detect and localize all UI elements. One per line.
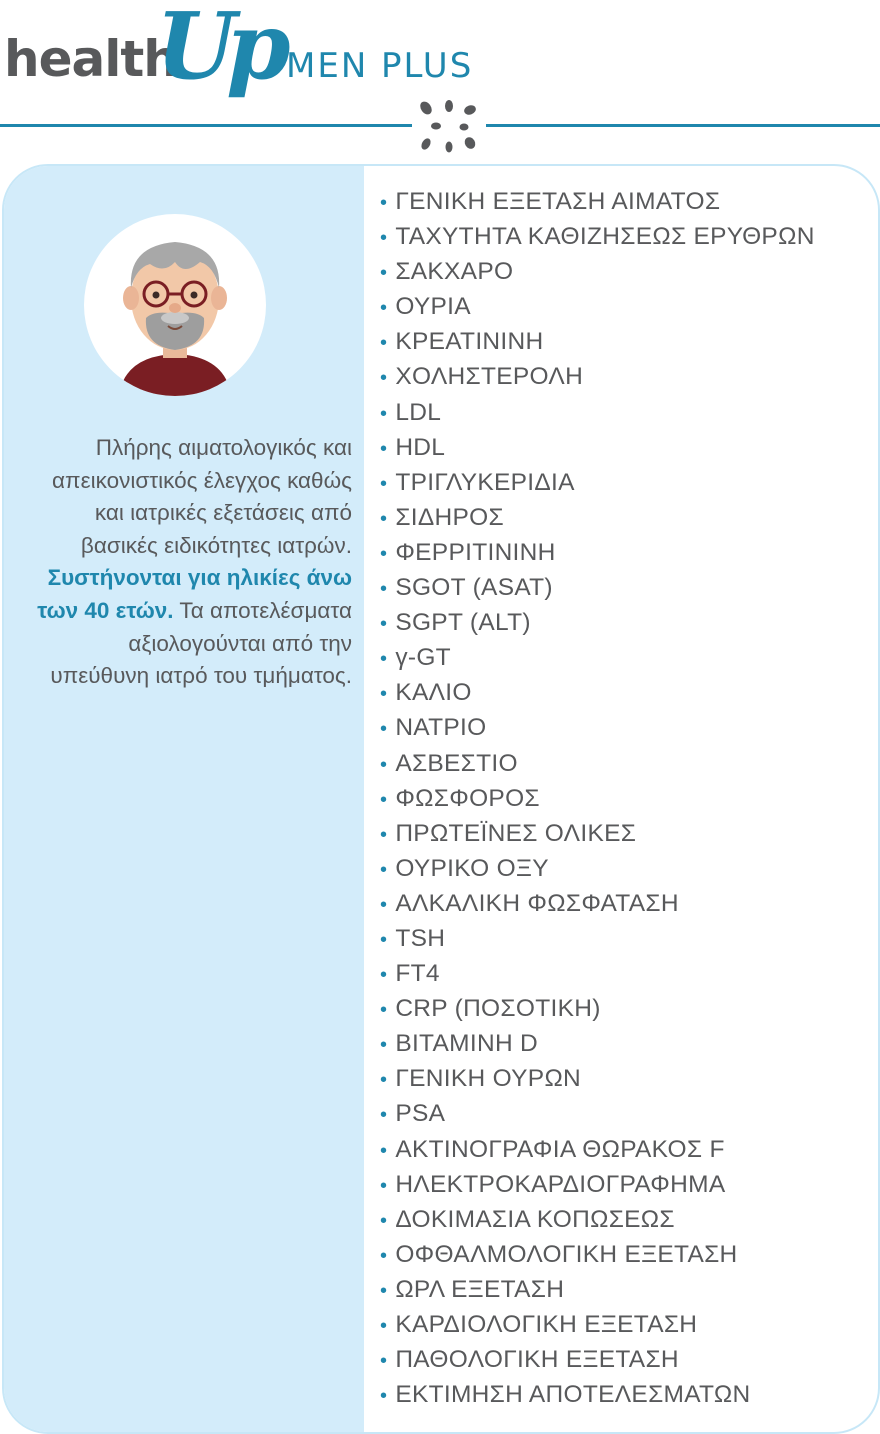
- exam-label: ΗΛΕΚΤΡΟΚΑΡΔΙΟΓΡΑΦΗΜΑ: [395, 1170, 726, 1198]
- bullet-dot-icon: •: [380, 1350, 388, 1373]
- exam-list-item: [380, 465, 874, 500]
- exam-label: SGOT (ASAT): [395, 574, 553, 602]
- bullet-dot-icon: •: [380, 507, 388, 530]
- exam-label: TSH: [395, 924, 446, 952]
- sparkle-ornament-icon: [412, 98, 486, 156]
- bullet-dot-icon: •: [380, 683, 388, 706]
- exam-list-item: [380, 1377, 874, 1412]
- exam-label: CRP (ΠΟΣΟΤΙΚΗ): [395, 995, 601, 1023]
- exam-list-item: [380, 535, 874, 570]
- exam-label: LDL: [395, 398, 442, 426]
- brand-logo: [4, 0, 604, 110]
- exam-list-item: [380, 605, 874, 640]
- exam-label: ΣΙΔΗΡΟΣ: [395, 503, 504, 531]
- bullet-dot-icon: •: [380, 1034, 388, 1057]
- package-card: [2, 164, 880, 1434]
- exam-list: [380, 184, 874, 1412]
- exam-label: ΝΑΤΡΙΟ: [395, 714, 487, 742]
- exam-label: ΓΕΝΙΚΗ ΟΥΡΩΝ: [395, 1065, 582, 1093]
- exam-label: ΑΚΤΙΝΟΓΡΑΦΙΑ ΘΩΡΑΚΟΣ F: [395, 1135, 725, 1163]
- exam-list-item: [380, 1061, 874, 1096]
- exam-list-item: [380, 1202, 874, 1237]
- logo-up-text: Up: [156, 0, 281, 100]
- bullet-dot-icon: •: [380, 1315, 388, 1337]
- header-rule-left: [0, 124, 412, 127]
- bullet-dot-icon: •: [380, 1104, 388, 1127]
- exam-list-item: [380, 710, 874, 745]
- exam-list-item: [380, 851, 874, 886]
- exam-label: ΕΚΤΙΜΗΣΗ ΑΠΟΤΕΛΕΣΜΑΤΩΝ: [395, 1381, 751, 1409]
- bullet-dot-icon: •: [380, 542, 388, 565]
- exam-label: ΩΡΛ ΕΞΕΤΑΣΗ: [395, 1275, 565, 1303]
- bullet-dot-icon: •: [380, 858, 388, 881]
- exam-list-item: [380, 254, 874, 289]
- bullet-dot-icon: •: [380, 437, 388, 460]
- exam-label: ΑΣΒΕΣΤΙΟ: [395, 749, 518, 777]
- description-intro: Πλήρης αιματολογικός και απεικονιστικός έλεγχος καθώς και ιατρικές εξετάσεις από βασικές ειδικότητες ιατρών.: [52, 435, 352, 558]
- exam-list-item: [380, 991, 874, 1026]
- exam-list-item: [380, 675, 874, 710]
- bullet-dot-icon: •: [380, 367, 388, 390]
- exam-label: ΤΑΧΥΤΗΤΑ ΚΑΘΙΖΗΣΕΩΣ ΕΡΥΘΡΩΝ: [395, 223, 815, 251]
- exam-label: ΦΕΡΡΙΤΙΝΙΝΗ: [395, 538, 556, 566]
- exam-list-item: [380, 921, 874, 956]
- bullet-dot-icon: •: [380, 1069, 388, 1092]
- exam-list-item: [380, 1272, 874, 1307]
- bullet-dot-icon: •: [380, 402, 388, 425]
- exam-label: ΟΥΡΙΑ: [395, 293, 471, 321]
- bullet-dot-icon: •: [380, 788, 388, 811]
- exam-label: PSA: [395, 1100, 446, 1128]
- exam-list-item: [380, 184, 874, 219]
- description-outro: Τα αποτελέσματα αξιολογούνται από την υπεύθυνη ιατρό του τμήματος.: [50, 597, 352, 689]
- bullet-dot-icon: •: [380, 964, 388, 987]
- description-highlight: Συστήνονται για ηλικίες άνω των 40 ετών.: [37, 565, 352, 623]
- bullet-dot-icon: •: [380, 472, 388, 495]
- exam-list-item: [380, 430, 874, 465]
- bullet-dot-icon: •: [380, 297, 388, 320]
- exam-list-item: [380, 324, 874, 359]
- exam-label: ΚΑΡΔΙΟΛΟΓΙΚΗ ΕΞΕΤΑΣΗ: [395, 1311, 698, 1338]
- bullet-dot-icon: •: [380, 823, 388, 846]
- exam-list-item: [380, 500, 874, 535]
- exam-label: FT4: [395, 960, 440, 988]
- exam-label: ΧΟΛΗΣΤΕΡΟΛΗ: [395, 363, 584, 391]
- exam-label: ΣΑΚΧΑΡΟ: [395, 258, 514, 286]
- exam-label: HDL: [395, 433, 446, 461]
- bullet-dot-icon: •: [380, 753, 388, 776]
- bullet-dot-icon: •: [380, 893, 388, 916]
- senior-man-avatar-icon: [84, 206, 266, 404]
- exam-list-item: [380, 219, 874, 254]
- exam-list-item: [380, 395, 874, 430]
- exam-list-item: [380, 816, 874, 851]
- exam-label: γ-GT: [395, 644, 451, 672]
- bullet-dot-icon: •: [380, 192, 388, 214]
- header-rule-right: [486, 124, 880, 127]
- exam-list-item: [380, 1167, 874, 1202]
- exam-list-item: [380, 359, 874, 394]
- bullet-dot-icon: •: [380, 1174, 388, 1197]
- exam-list-item: [380, 746, 874, 781]
- exam-list-item: [380, 640, 874, 675]
- bullet-dot-icon: •: [380, 1385, 388, 1408]
- exam-list-item: [380, 1132, 874, 1167]
- bullet-dot-icon: •: [380, 1244, 388, 1267]
- exam-label: ΠΑΘΟΛΟΓΙΚΗ ΕΞΕΤΑΣΗ: [395, 1346, 679, 1374]
- exam-label: ΚΑΛΙΟ: [395, 679, 472, 707]
- bullet-dot-icon: •: [380, 648, 388, 671]
- logo-subtitle: MEN PLUS: [286, 46, 474, 86]
- bullet-dot-icon: •: [380, 262, 388, 285]
- exam-label: SGPT (ALT): [395, 609, 531, 637]
- card-left-panel: [4, 166, 364, 1432]
- bullet-dot-icon: •: [380, 1139, 388, 1162]
- exam-list-item: [380, 1307, 874, 1342]
- exam-list-item: [380, 1096, 874, 1131]
- bullet-dot-icon: •: [380, 578, 388, 601]
- bullet-dot-icon: •: [380, 928, 388, 951]
- exam-label: ΚΡΕΑΤΙΝΙΝΗ: [395, 328, 544, 356]
- exam-label: ΦΩΣΦΟΡΟΣ: [395, 784, 540, 812]
- bullet-dot-icon: •: [380, 1279, 388, 1302]
- exam-label: ΓΕΝΙΚΗ ΕΞΕΤΑΣΗ ΑΙΜΑΤΟΣ: [395, 188, 721, 215]
- bullet-dot-icon: •: [380, 613, 388, 636]
- exam-list-item: [380, 1342, 874, 1377]
- exam-list-item: [380, 1026, 874, 1061]
- exam-label: ΠΡΩΤΕΪΝΕΣ ΟΛΙΚΕΣ: [395, 819, 637, 847]
- bullet-dot-icon: •: [380, 332, 388, 355]
- exam-label: ΒΙΤΑΜΙΝΗ D: [395, 1030, 539, 1058]
- exam-label: ΔΟΚΙΜΑΣΙΑ ΚΟΠΩΣΕΩΣ: [395, 1205, 675, 1233]
- exam-list-item: [380, 289, 874, 324]
- exam-list-item: [380, 570, 874, 605]
- exam-label: ΤΡΙΓΛΥΚΕΡΙΔΙΑ: [395, 468, 575, 496]
- exam-list-item: [380, 781, 874, 816]
- package-description: [34, 432, 352, 693]
- exam-label: ΑΛΚΑΛΙΚΗ ΦΩΣΦΑΤΑΣΗ: [395, 889, 679, 917]
- bullet-dot-icon: •: [380, 718, 388, 741]
- bullet-dot-icon: •: [380, 1209, 388, 1232]
- exam-list-item: [380, 956, 874, 991]
- exam-list-item: [380, 886, 874, 921]
- exam-list-item: [380, 1237, 874, 1272]
- bullet-dot-icon: •: [380, 999, 388, 1022]
- bullet-dot-icon: •: [380, 227, 388, 250]
- exam-label: ΟΥΡΙΚΟ ΟΞΥ: [395, 854, 549, 882]
- exam-label: ΟΦΘΑΛΜΟΛΟΓΙΚΗ ΕΞΕΤΑΣΗ: [395, 1240, 738, 1268]
- logo-health-text: health: [4, 30, 178, 88]
